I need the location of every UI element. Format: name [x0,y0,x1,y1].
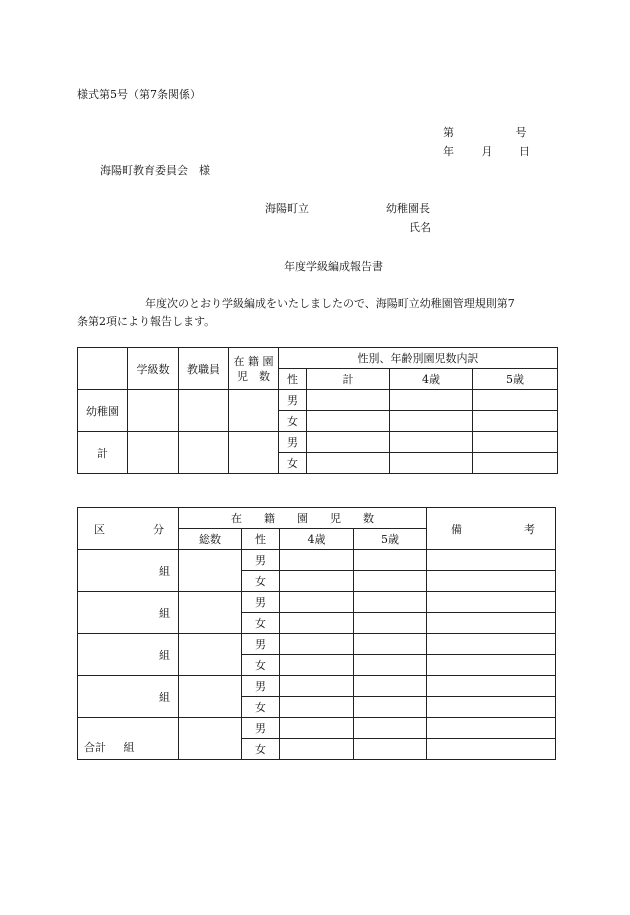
t2-cell [179,634,242,676]
t2-cell [354,550,427,571]
t2-cell [354,718,427,739]
t2-total-group-label: 組 [123,741,135,754]
t2-cell [280,739,354,760]
t2-header-enrolled: 在 籍 園 児 数 [179,508,427,529]
t2-cell [280,571,354,592]
t2-group-cell [78,676,179,718]
t1-sub-age4: 4歳 [390,369,473,390]
t1-header-enrolled [229,348,279,390]
t2-cell [280,550,354,571]
t2-cell [354,739,427,760]
t2-cell [280,634,354,655]
t1-header-enrolled-bottom: 児 数 [237,369,270,383]
sender-name: 氏名 [409,221,431,234]
t1-cell [307,432,390,453]
t2-cell [354,613,427,634]
body-line-1: 年度次のとおり学級編成をいたしましたので、海陽町立幼稚園管理規則第7 [145,297,515,310]
t1-row-label-kindergarten: 幼稚園 [78,390,128,432]
t2-female-label: 女 [242,739,280,760]
t1-cell [229,390,279,432]
date-month: 月 [481,145,493,158]
t2-group-cell [78,634,179,676]
t2-cell [427,571,556,592]
t1-header-classes: 学級数 [128,348,179,390]
t1-cell [307,390,390,411]
t1-cell [128,432,179,474]
t2-female-label: 女 [242,613,280,634]
addressee: 海陽町教育委員会 様 [100,164,210,177]
t1-header-enrolled-top: 在 籍 園 [233,354,274,368]
t1-cell [307,453,390,474]
t2-header-category-b: 分 [153,523,164,536]
t2-header-category-a: 区 [94,523,105,536]
t1-header-staff: 教職員 [179,348,229,390]
sender-town: 海陽町立 [265,202,309,215]
t1-sub-sex: 性 [279,369,307,390]
t2-female-label: 女 [242,571,280,592]
t2-group-cell [78,592,179,634]
t1-male-label: 男 [279,432,307,453]
t2-cell [354,634,427,655]
t2-cell [427,613,556,634]
t2-cell [427,655,556,676]
t2-cell [280,592,354,613]
t2-group-cell [78,550,179,592]
t2-cell [427,676,556,697]
t2-sub-age5: 5歳 [354,529,427,550]
class-report-table [77,347,558,474]
t2-cell [427,634,556,655]
date-year: 年 [443,145,454,158]
body-line-2: 条第2項により報告します。 [77,315,216,328]
t1-cell [390,453,473,474]
t2-cell [354,592,427,613]
t1-cell [473,453,558,474]
t2-total-label: 合計 [84,741,106,754]
t2-cell [179,550,242,592]
date-line [443,143,530,159]
t2-total-cell [78,718,179,760]
t2-cell [179,718,242,760]
t2-female-label: 女 [242,697,280,718]
t2-group-label: 組 [159,564,170,578]
t2-cell [280,676,354,697]
t2-male-label: 男 [242,550,280,571]
t2-cell [280,613,354,634]
t1-male-label: 男 [279,390,307,411]
t1-cell [473,390,558,411]
sender-principal: 幼稚園長 [386,202,430,215]
t2-cell [427,592,556,613]
t1-female-label: 女 [279,411,307,432]
number-line [443,124,527,140]
t2-cell [280,718,354,739]
t2-cell [427,739,556,760]
t2-male-label: 男 [242,718,280,739]
t1-cell [229,432,279,474]
enrollment-detail-table [77,507,556,760]
t2-cell [427,718,556,739]
t2-male-label: 男 [242,592,280,613]
t2-header-remarks-a: 備 [451,523,462,536]
t2-cell [427,550,556,571]
t2-cell [427,697,556,718]
t2-sub-sex: 性 [242,529,280,550]
t1-cell [179,432,229,474]
t1-cell [390,411,473,432]
t1-cell [179,390,229,432]
t2-cell [354,676,427,697]
t2-header-remarks [427,508,556,550]
t1-sub-age5: 5歳 [473,369,558,390]
t1-cell [128,390,179,432]
t1-header-breakdown: 性別、年齢別園児数内訳 [279,348,558,369]
t1-cell [473,432,558,453]
t1-cell [473,411,558,432]
t1-female-label: 女 [279,453,307,474]
t1-cell [390,390,473,411]
t1-cell [307,411,390,432]
form-label: 様式第5号（第7条関係） [77,88,201,101]
t1-corner-cell [78,348,128,390]
t1-cell [390,432,473,453]
t2-male-label: 男 [242,676,280,697]
t2-male-label: 男 [242,634,280,655]
t2-group-label: 組 [159,606,170,620]
t2-cell [179,592,242,634]
t2-group-label: 組 [159,648,170,662]
number-go: 号 [515,126,527,139]
document-title: 年度学級編成報告書 [284,260,383,273]
t2-cell [354,697,427,718]
t2-sub-total: 総数 [179,529,242,550]
t2-cell [280,655,354,676]
t2-cell [179,676,242,718]
t2-cell [280,697,354,718]
t2-sub-age4: 4歳 [280,529,354,550]
t1-row-label-total: 計 [78,432,128,474]
number-dai: 第 [443,126,454,139]
t2-header-category [78,508,179,550]
t2-group-label: 組 [159,690,170,704]
t2-cell [354,571,427,592]
date-day: 日 [519,145,530,158]
t2-header-remarks-b: 考 [524,523,535,536]
t2-female-label: 女 [242,655,280,676]
t1-sub-total: 計 [307,369,390,390]
t2-cell [354,655,427,676]
